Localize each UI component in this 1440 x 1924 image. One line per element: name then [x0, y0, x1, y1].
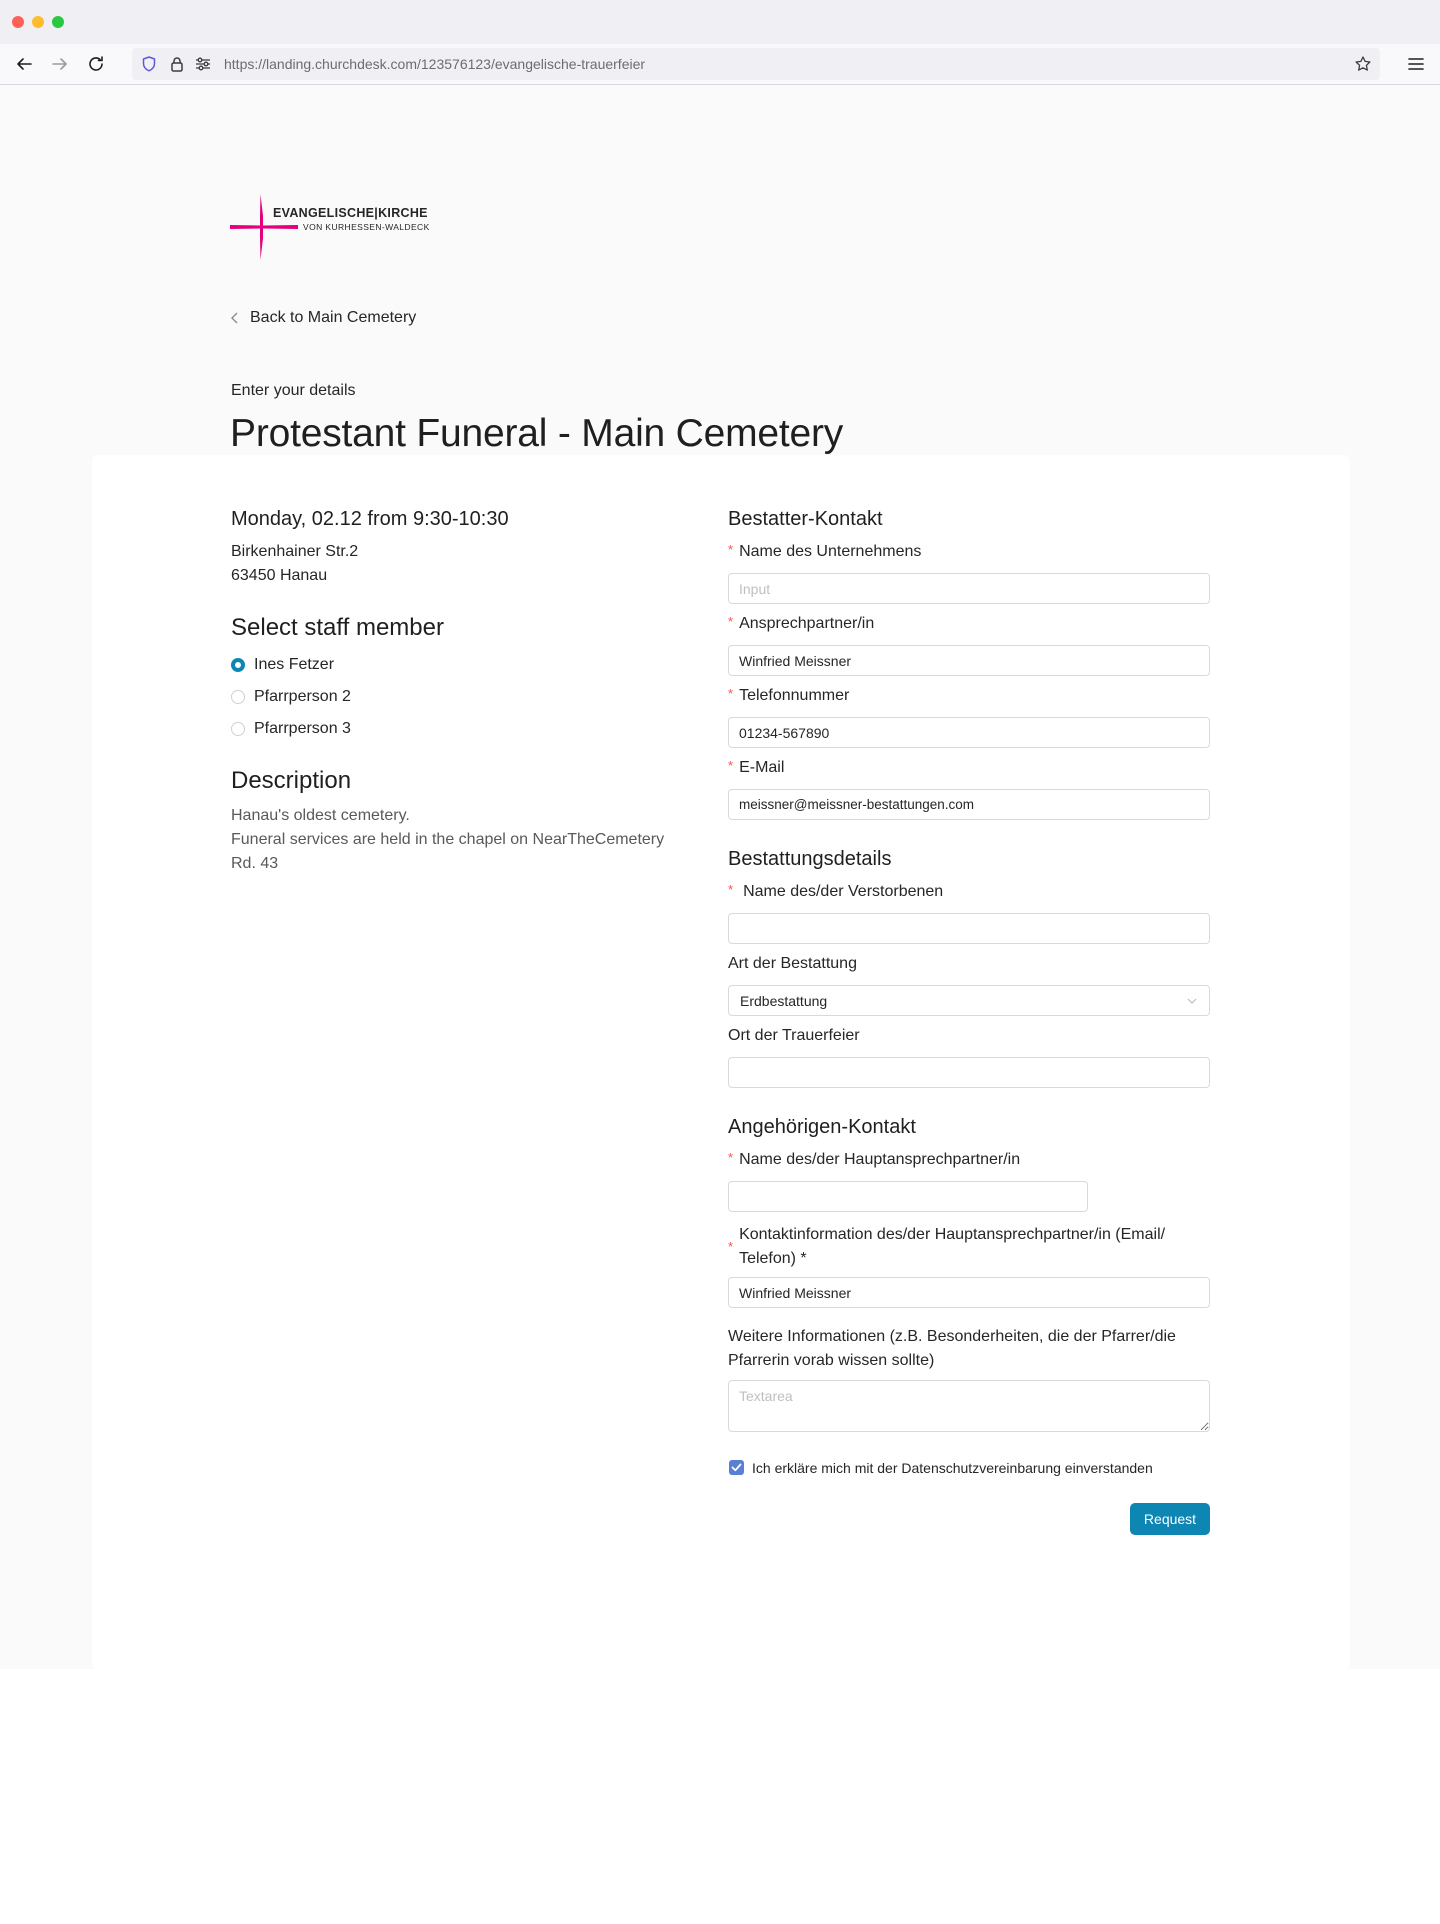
burial-type-select[interactable] — [728, 985, 1210, 1016]
logo-wordmark: EVANGELISCHE|KIRCHE — [273, 206, 428, 220]
company-name-input[interactable] — [728, 573, 1210, 604]
required-asterisk: * — [728, 1150, 734, 1165]
relatives-heading: Angehörigen-Kontakt — [728, 1116, 916, 1138]
browser-toolbar — [0, 44, 1440, 85]
staff-heading: Select staff member — [231, 614, 444, 641]
hamburger-menu-icon[interactable] — [1404, 52, 1428, 76]
contact-info-label — [728, 1223, 1165, 1271]
close-window-button[interactable] — [12, 16, 24, 28]
back-to-cemetery-link[interactable] — [230, 309, 416, 327]
maximize-window-button[interactable] — [52, 16, 64, 28]
browser-titlebar — [0, 0, 1440, 44]
page-header-background — [0, 85, 1440, 455]
ceremony-location-label: Ort der Trauerfeier — [728, 1027, 860, 1044]
forward-arrow-icon[interactable] — [48, 52, 72, 76]
tracking-shield-icon[interactable] — [140, 55, 158, 73]
required-asterisk: * — [728, 758, 734, 773]
description-heading: Description — [231, 767, 352, 794]
phone-label: * Telefonnummer — [728, 686, 850, 704]
logo-subline: VON KURHESSEN-WALDECK — [303, 222, 430, 232]
more-info-label-line2: Pfarrerin vorab wissen sollte) — [728, 1352, 935, 1369]
contact-info-label-line1: Kontaktinformation des/der Hauptansprechpartner/in (Email/ — [739, 1226, 1166, 1243]
main-contact-label: * Name des/der Hauptansprechpartner/in — [728, 1150, 1021, 1168]
staff-option-3[interactable] — [231, 720, 351, 738]
description-line: Hanau's oldest cemetery. — [231, 807, 410, 824]
burial-type-label: Art der Bestattung — [728, 955, 857, 972]
chevron-down-icon — [1187, 997, 1197, 1005]
description-line: Funeral services are held in the chapel on NearTheCemetery — [231, 831, 665, 848]
more-info-textarea[interactable] — [728, 1380, 1210, 1432]
staff-option-label: Pfarrperson 3 — [254, 720, 351, 737]
checkmark-icon — [731, 1462, 742, 1473]
url-text[interactable]: https://landing.churchdesk.com/123576123/evangelische-trauerfeier — [224, 56, 646, 72]
deceased-name-input[interactable] — [728, 913, 1210, 944]
request-button[interactable]: Request — [1130, 1503, 1210, 1535]
back-link-label: Back to Main Cemetery — [250, 309, 417, 326]
required-asterisk: * — [728, 686, 734, 701]
back-arrow-icon[interactable] — [12, 52, 36, 76]
chevron-left-icon — [230, 312, 240, 324]
deceased-name-label: * Name des/der Verstorbenen — [728, 882, 944, 900]
consent-checkbox[interactable] — [729, 1460, 744, 1475]
company-name-label: * Name des Unternehmens — [728, 542, 922, 560]
lock-icon[interactable] — [168, 55, 186, 73]
main-contact-input[interactable] — [728, 1181, 1088, 1212]
phone-input[interactable] — [728, 717, 1210, 748]
permissions-sliders-icon[interactable] — [194, 55, 212, 73]
required-asterisk: * — [728, 882, 734, 897]
contact-info-label-line2: Telefon) * — [739, 1250, 807, 1267]
staff-option-1[interactable] — [231, 656, 334, 674]
event-address-city: 63450 Hanau — [231, 567, 328, 584]
required-asterisk: * — [728, 1239, 734, 1254]
reload-icon[interactable] — [84, 52, 108, 76]
consent-label[interactable]: Ich erkläre mich mit der Datenschutzvereinbarung einverstanden — [752, 1460, 1153, 1476]
address-bar[interactable] — [132, 48, 1380, 80]
event-time: Monday, 02.12 from 9:30-10:30 — [231, 508, 509, 530]
contact-person-label: * Ansprechpartner/in — [728, 614, 875, 632]
bookmark-star-icon[interactable] — [1354, 55, 1372, 73]
description-line: Rd. 43 — [231, 855, 279, 872]
radio-unselected-icon[interactable] — [231, 722, 245, 736]
more-info-label-line1: Weitere Informationen (z.B. Besonderheiten, die der Pfarrer/die — [728, 1328, 1176, 1345]
radio-unselected-icon[interactable] — [231, 690, 245, 704]
required-asterisk: * — [728, 614, 734, 629]
burial-type-value: Erdbestattung — [740, 993, 828, 1009]
required-asterisk: * — [728, 542, 734, 557]
email-input[interactable] — [728, 789, 1210, 820]
undertaker-heading: Bestatter-Kontakt — [728, 508, 883, 530]
more-info-label — [728, 1325, 1176, 1373]
email-label: * E-Mail — [728, 758, 785, 776]
staff-option-label: Ines Fetzer — [254, 656, 335, 673]
event-address-street: Birkenhainer Str.2 — [231, 543, 359, 560]
page-title: Protestant Funeral - Main Cemetery — [230, 412, 844, 455]
funeral-details-heading: Bestattungsdetails — [728, 848, 892, 870]
radio-selected-icon[interactable] — [231, 658, 245, 672]
contact-person-input[interactable] — [728, 645, 1210, 676]
minimize-window-button[interactable] — [32, 16, 44, 28]
staff-option-label: Pfarrperson 2 — [254, 688, 351, 705]
staff-option-2[interactable] — [231, 688, 351, 706]
ceremony-location-input[interactable] — [728, 1057, 1210, 1088]
page-eyebrow: Enter your details — [231, 382, 356, 399]
contact-info-input[interactable] — [728, 1277, 1210, 1308]
